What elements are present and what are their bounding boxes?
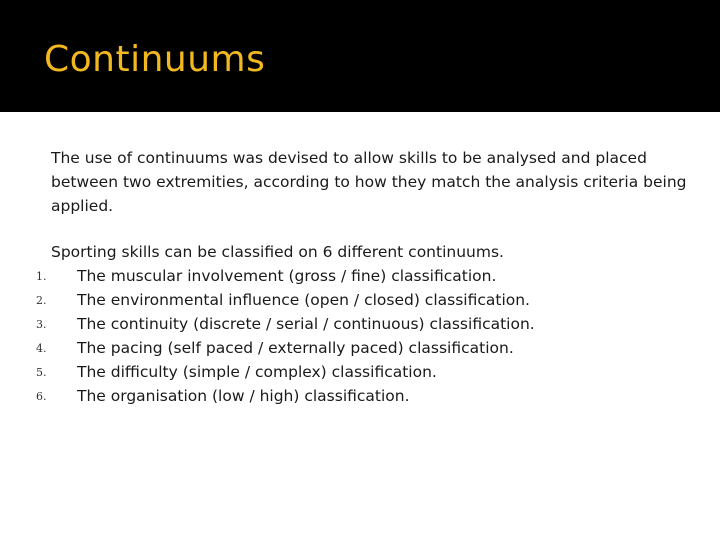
title-bar <box>0 0 720 112</box>
intro-paragraph: The use of continuums was devised to allow skills to be analysed and placed between two extremities, according to how they match the analysis criteria being applied. <box>51 149 687 215</box>
list-item-text: The pacing (self paced / externally paced) classification. <box>77 339 514 357</box>
list-number: 4. <box>36 342 47 355</box>
list-item <box>0 288 720 312</box>
list-number: 3. <box>36 318 47 331</box>
list-item <box>0 360 720 384</box>
list-item-text: The environmental influence (open / closed) classification. <box>77 291 530 309</box>
list-item <box>0 384 720 408</box>
list-number: 2. <box>36 294 47 307</box>
list-item <box>0 336 720 360</box>
list-item-text: The difficulty (simple / complex) classification. <box>77 363 437 381</box>
slide-body <box>0 146 720 408</box>
lead-paragraph: Sporting skills can be classified on 6 different continuums. <box>51 243 504 261</box>
list-number: 5. <box>36 366 47 379</box>
list-item-text: The muscular involvement (gross / fine) classification. <box>77 267 497 285</box>
list-item-text: The continuity (discrete / serial / continuous) classification. <box>77 315 535 333</box>
list-item <box>0 312 720 336</box>
list-item-text: The organisation (low / high) classification. <box>77 387 410 405</box>
list-item <box>0 264 720 288</box>
list-number: 6. <box>36 390 47 403</box>
list-number: 1. <box>36 270 47 283</box>
continuum-list <box>0 264 720 408</box>
slide-title: Continuums <box>44 39 266 80</box>
